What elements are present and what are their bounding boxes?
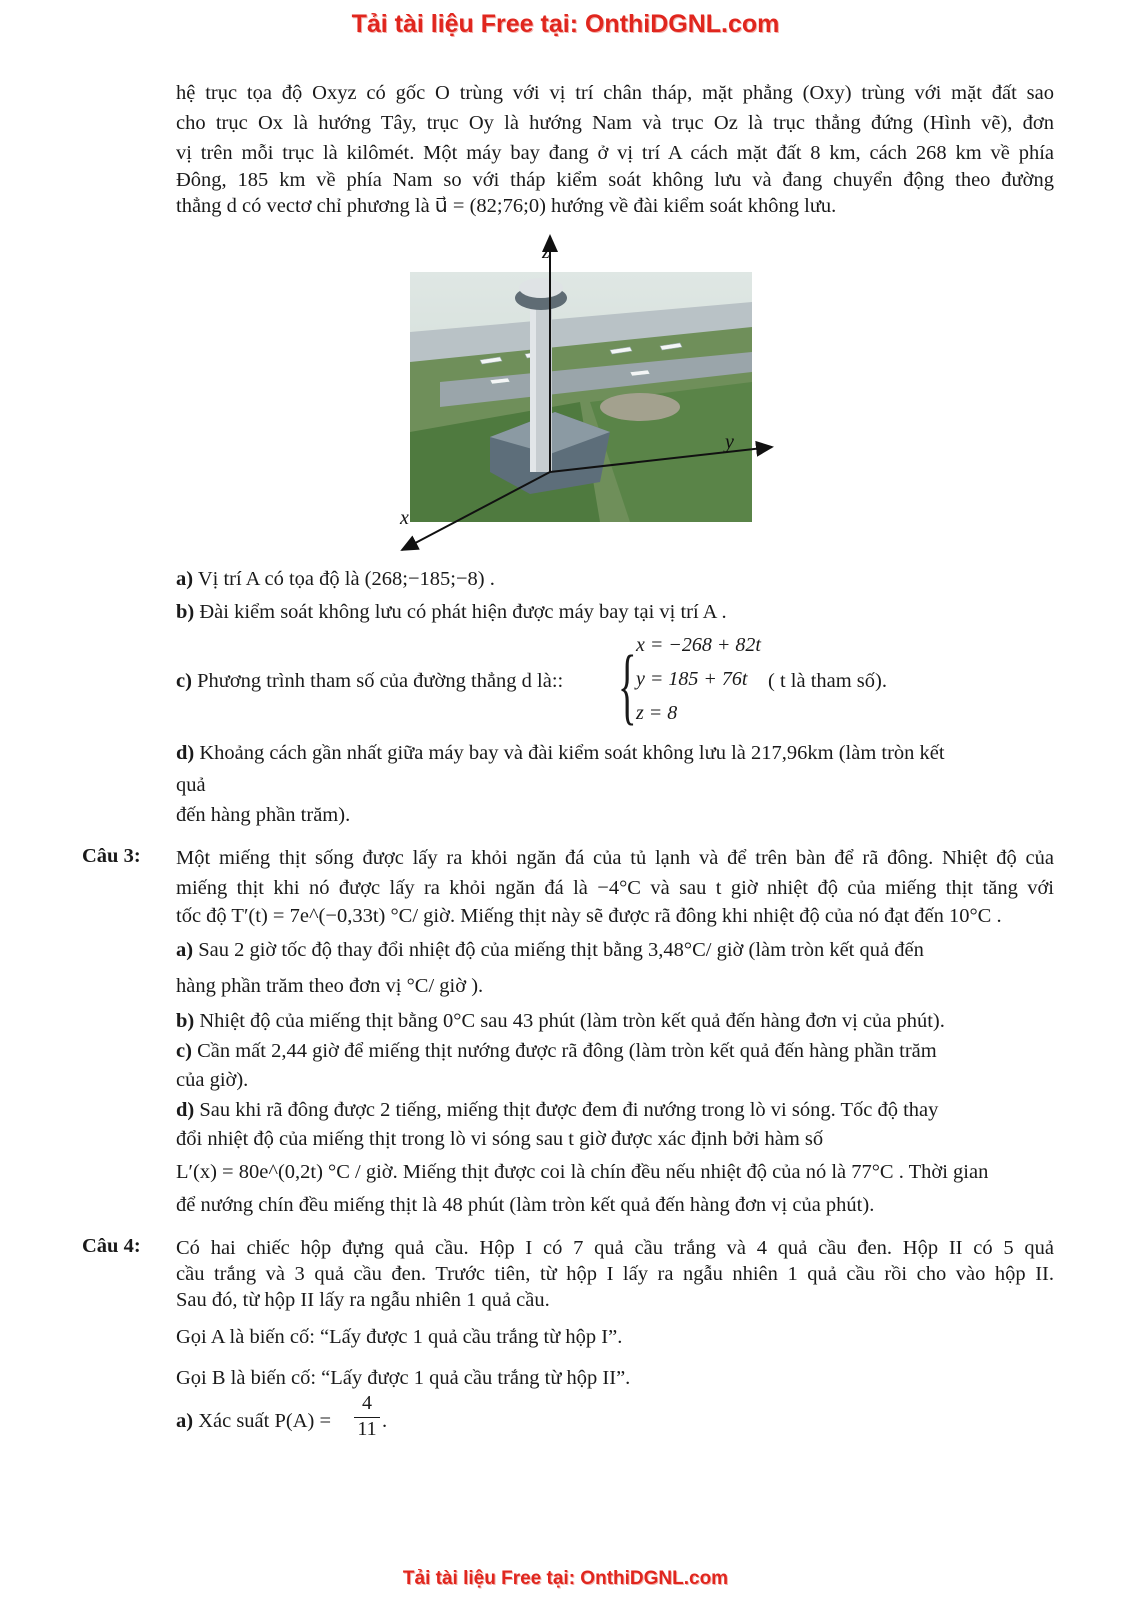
q4-line-1: Có hai chiếc hộp đựng quả cầu. Hộp I có 7 quả cầu trắng và 4 quả cầu đen. Hộp II có 5 quả [176,1237,1054,1259]
axis-y-label: y [725,431,734,453]
footer-banner[interactable]: Tải tài liệu Free tại: OnthiDGNL.com [402,1568,729,1589]
param-eq-x: x = −268 + 82t [636,634,761,656]
q3-line-1: Một miếng thịt sống được lấy ra khỏi ngăn đá của tủ lạnh và để trên bàn để rã đông. Nhiệt độ của [176,847,1054,869]
question-4-label: Câu 4: [82,1235,141,1257]
q4-a: a) Xác suất P(A) = [176,1410,332,1432]
airport-figure [380,232,780,562]
fraction [354,1392,380,1441]
q3-line-3: tốc độ T′(t) = 7e^(−0,33t) °C/ giờ. Miếng thịt này sẽ được rã đông khi nhiệt độ của nó đạt đến 10°C . [176,905,1002,927]
q3-c: c) Cần mất 2,44 giờ để miếng thịt nướng được rã đông (làm tròn kết quả đến hàng phần trăm [176,1040,937,1062]
q2-c: c) Phương trình tham số của đường thẳng d là:: [176,670,564,692]
question-3-label: Câu 3: [82,845,141,867]
fraction-denominator: 11 [354,1417,380,1441]
q4-event-a: Gọi A là biến cố: “Lấy được 1 quả cầu trắng từ hộp I”. [176,1326,623,1348]
axis-x-label: x [400,507,409,529]
system-brace: { [618,637,637,733]
airport-photo [410,272,752,522]
q4-line-2: cầu trắng và 3 quả cầu đen. Trước tiên, từ hộp I lấy ra ngẫu nhiên 1 quả cầu rồi cho vào hộp II. [176,1263,1054,1285]
q2-a: a) Vị trí A có tọa độ là (268;−185;−8) . [176,568,495,590]
intro-line-1: hệ trục tọa độ Oxyz có gốc O trùng với vị trí chân tháp, mặt phẳng (Oxy) trùng với mặt đất sao [176,82,1054,104]
header-banner[interactable]: Tải tài liệu Free tại: OnthiDGNL.com [351,10,780,38]
q3-c-line-2: của giờ). [176,1069,249,1091]
q3-d-line-3: L′(x) = 80e^(0,2t) °C / giờ. Miếng thịt được coi là chín đều nếu nhiệt độ của nó là 77°C . Thời gian [176,1161,989,1183]
axis-z-label: z [542,241,550,263]
fraction-period: . [382,1410,388,1432]
intro-line-2: cho trục Ox là hướng Tây, trục Oy là hướng Nam và trục Oz là trục thẳng đứng (Hình vẽ), đơn [176,112,1054,134]
intro-line-4: Đông, 185 km về phía Nam so với tháp kiểm soát không lưu và đang chuyển động theo đường [176,169,1054,191]
q2-b: b) Đài kiểm soát không lưu có phát hiện được máy bay tại vị trí A . [176,601,727,623]
fraction-numerator: 4 [362,1392,372,1414]
intro-line-3: vị trên mỗi trục là kilômét. Một máy bay đang ở vị trí A cách mặt đất 8 km, cách 268 km về phía [176,142,1054,164]
q4-event-b: Gọi B là biến cố: “Lấy được 1 quả cầu trắng từ hộp II”. [176,1367,631,1389]
q4-line-3: Sau đó, từ hộp II lấy ra ngẫu nhiên 1 quả cầu. [176,1289,550,1311]
q2-d-line-2: quả [176,774,206,796]
param-eq-y: y = 185 + 76t [636,668,748,690]
q3-a: a) Sau 2 giờ tốc độ thay đổi nhiệt độ của miếng thịt bằng 3,48°C/ giờ (làm tròn kết quả đến [176,939,924,961]
param-note: ( t là tham số). [768,670,887,692]
q2-d-line-3: đến hàng phần trăm). [176,804,351,826]
q3-d-line-2: đổi nhiệt độ của miếng thịt trong lò vi sóng sau t giờ được xác định bởi hàm số [176,1128,824,1150]
q3-a-line-2: hàng phần trăm theo đơn vị °C/ giờ ). [176,975,484,997]
q3-b: b) Nhiệt độ của miếng thịt bằng 0°C sau 43 phút (làm tròn kết quả đến hàng đơn vị của phút). [176,1010,945,1032]
intro-line-5: thẳng d có vectơ chỉ phương là u⃗ = (82;76;0) hướng về đài kiểm soát không lưu. [176,195,837,217]
q2-d: d) Khoảng cách gần nhất giữa máy bay và đài kiểm soát không lưu là 217,96km (làm tròn kết [176,742,945,764]
q3-d: d) Sau khi rã đông được 2 tiếng, miếng thịt được đem đi nướng trong lò vi sóng. Tốc độ thay [176,1099,939,1121]
q3-line-2: miếng thịt khi nó được lấy ra khỏi ngăn đá là −4°C và sau t giờ nhiệt độ của miếng thịt tăng với [176,877,1054,899]
q3-d-line-4: để nướng chín đều miếng thịt là 48 phút (làm tròn kết quả đến hàng đơn vị của phút). [176,1194,875,1216]
param-eq-z: z = 8 [636,702,678,724]
